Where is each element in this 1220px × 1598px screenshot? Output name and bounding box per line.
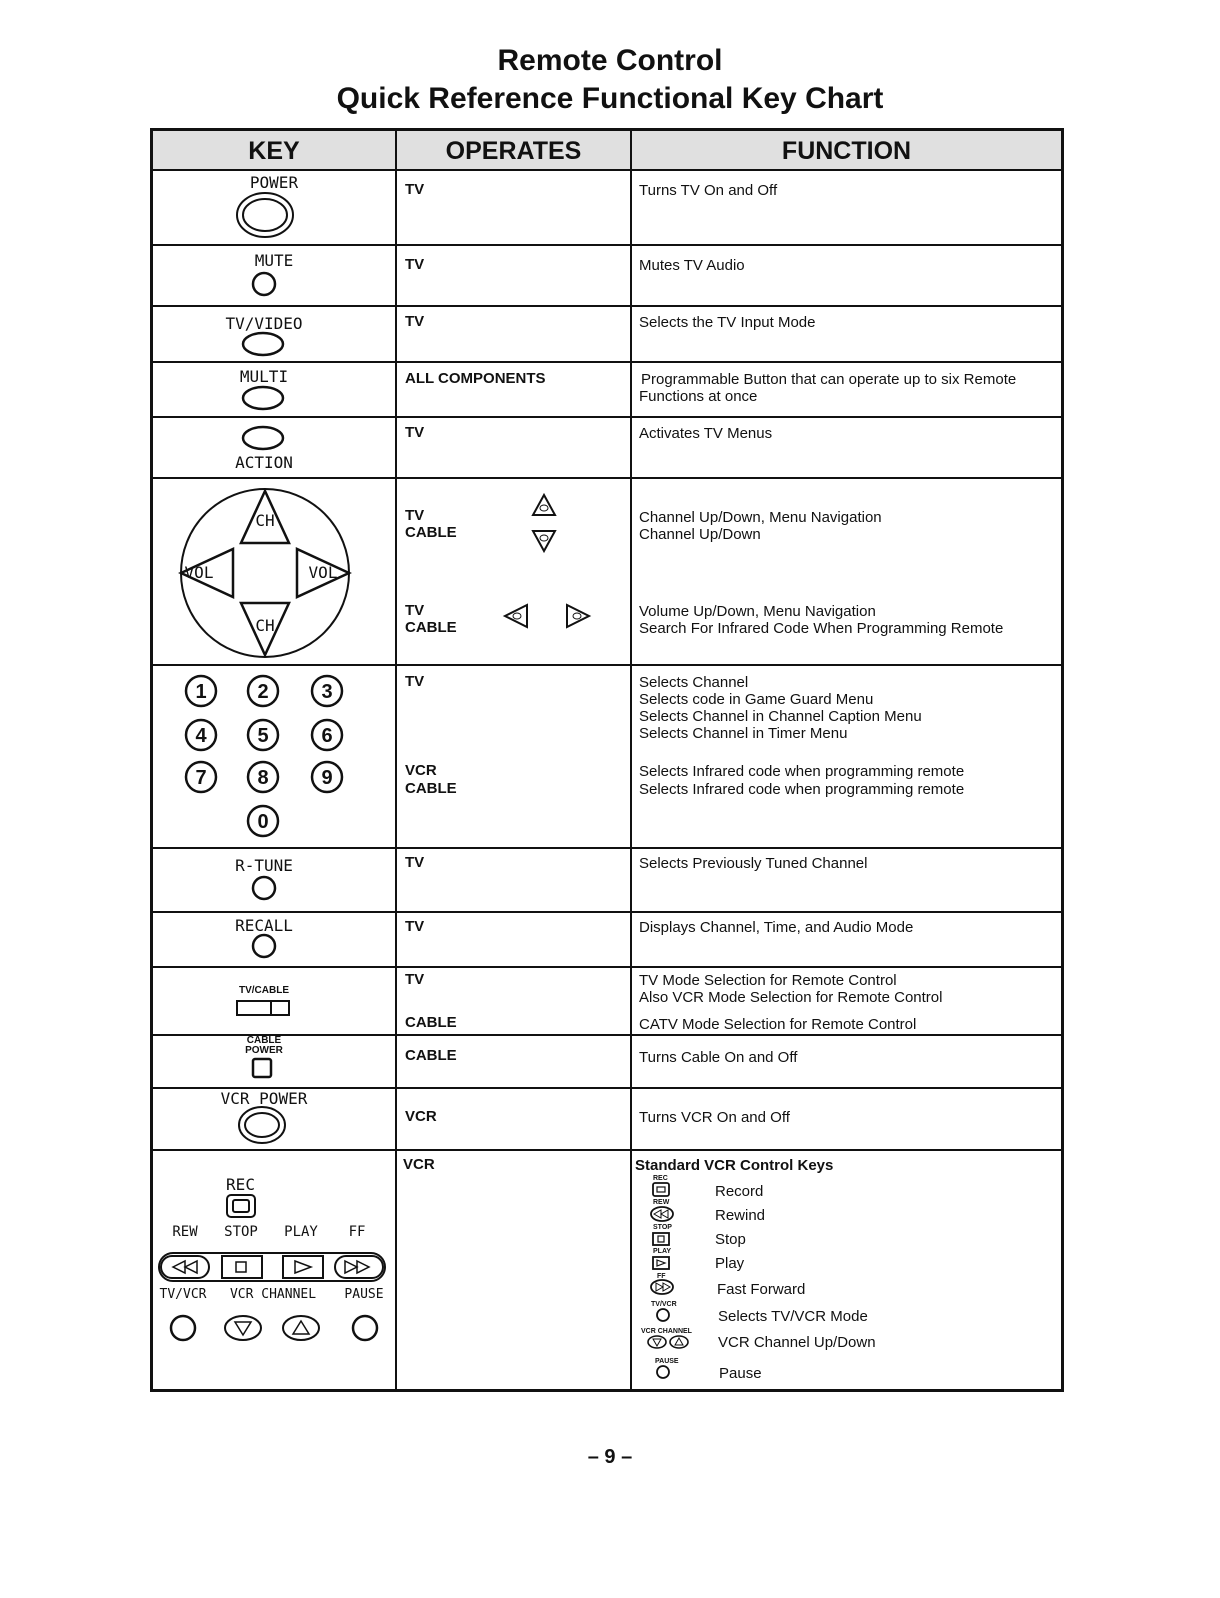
mute-operates: TV <box>405 256 425 273</box>
numbers-function-tv-3: Selects Channel in Channel Caption Menu <box>639 708 922 725</box>
header-function: FUNCTION <box>632 131 1061 169</box>
leftright-function-tv: Volume Up/Down, Menu Navigation <box>639 603 876 620</box>
rew-key-label: REW <box>172 1224 198 1240</box>
power-function: Turns TV On and Off <box>639 182 778 199</box>
numbers-operates-vcr: VCR <box>405 762 437 779</box>
tv-video-key-label: TV/VIDEO <box>225 314 303 333</box>
digit-9-label: 9 <box>321 767 333 789</box>
updown-operates-tv: TV <box>405 507 425 524</box>
page-subtitle: Quick Reference Functional Key Chart <box>336 82 884 115</box>
vcr-legend-icons <box>649 1177 709 1387</box>
page-number: – 9 – <box>587 1446 633 1468</box>
page-title: Remote Control <box>497 44 723 77</box>
digit-8-label: 8 <box>257 767 269 789</box>
recall-key-label: RECALL <box>235 916 293 935</box>
numbers-function-tv-2: Selects code in Game Guard Menu <box>639 691 874 708</box>
multi-function-line2: Functions at once <box>639 388 758 405</box>
r-tune-function: Selects Previously Tuned Channel <box>639 855 868 872</box>
r-tune-key-label: R-TUNE <box>235 856 293 875</box>
ch-up-down-small-icon <box>531 493 557 553</box>
vol-down-label: VOL <box>184 563 214 582</box>
vcr-power-operates: VCR <box>405 1108 437 1125</box>
legend-rewind: Rewind <box>715 1207 766 1224</box>
row-divider <box>153 664 1061 666</box>
row-divider <box>153 847 1061 849</box>
cable-power-function: Turns Cable On and Off <box>639 1049 798 1066</box>
multi-key-label: MULTI <box>239 367 289 386</box>
digit-0-key <box>245 803 281 839</box>
transport-buttons-icon <box>157 1251 393 1285</box>
legend-icon-label-play: PLAY <box>653 1248 672 1255</box>
r-tune-operates: TV <box>405 854 425 871</box>
row-divider <box>153 911 1061 913</box>
stop-key-label: STOP <box>224 1224 258 1240</box>
row-divider <box>153 416 1061 418</box>
tv-cable-switch-icon <box>235 999 293 1019</box>
digit-9-key <box>309 759 345 795</box>
multi-button-icon <box>241 385 291 415</box>
vol-up-label: VOL <box>308 563 338 582</box>
multi-function-line1: Programmable Button that can operate up to six Remote <box>641 371 1017 388</box>
recall-operates: TV <box>405 918 425 935</box>
header-operates: OPERATES <box>397 131 630 169</box>
legend-icon-label-vcr-channel: VCR CHANNEL <box>641 1328 692 1335</box>
tv-cable-operates-cable: CABLE <box>405 1014 457 1031</box>
tv-cable-function-1: TV Mode Selection for Remote Control <box>639 972 897 989</box>
power-key-label: POWER <box>249 173 299 192</box>
row-divider <box>153 477 1061 479</box>
tv-video-function: Selects the TV Input Mode <box>639 314 816 331</box>
digit-3-key <box>309 673 345 709</box>
cable-power-operates: CABLE <box>405 1047 457 1064</box>
digit-1-label: 1 <box>195 681 207 703</box>
row-divider <box>153 305 1061 307</box>
legend-icon-label-rew: REW <box>653 1199 670 1206</box>
legend-record: Record <box>715 1183 764 1200</box>
vcr-operates: VCR <box>403 1156 435 1173</box>
rec-key-label: REC <box>226 1175 255 1194</box>
digit-7-key <box>183 759 219 795</box>
multi-operates: ALL COMPONENTS <box>405 370 546 387</box>
cable-power-button-icon <box>251 1057 277 1083</box>
legend-icon-label-tvvcr: TV/VCR <box>651 1301 677 1308</box>
digit-4-label: 4 <box>195 725 207 747</box>
digit-5-label: 5 <box>257 725 269 747</box>
tv-video-button-icon <box>241 331 291 361</box>
vol-left-right-small-icon <box>503 603 593 629</box>
action-function: Activates TV Menus <box>639 425 773 442</box>
updown-function-cable: Channel Up/Down <box>639 526 761 543</box>
digit-3-label: 3 <box>321 681 333 703</box>
tv-video-operates: TV <box>405 313 425 330</box>
ch-up-label: CH <box>255 511 275 530</box>
row-divider <box>153 1149 1061 1151</box>
row-divider <box>153 966 1061 968</box>
header-divider <box>153 169 1061 171</box>
numbers-operates-tv: TV <box>405 673 425 690</box>
ch-down-label: CH <box>255 616 275 635</box>
cable-power-key-label-1: CABLE <box>246 1035 282 1046</box>
vcr-power-function: Turns VCR On and Off <box>639 1109 790 1126</box>
numbers-function-tv-4: Selects Channel in Timer Menu <box>639 725 848 742</box>
header-key: KEY <box>153 131 395 169</box>
updown-function-tv: Channel Up/Down, Menu Navigation <box>639 509 882 526</box>
numbers-function-vcr-2: Selects Infrared code when programming remote <box>639 781 965 798</box>
legend-icon-label-pause: PAUSE <box>655 1358 679 1365</box>
action-key-label: ACTION <box>235 453 293 472</box>
key-chart-table <box>150 128 1064 1392</box>
legend-pause: Pause <box>719 1365 762 1382</box>
leftright-operates-tv: TV <box>405 602 425 619</box>
tvvcr-channel-pause-icons <box>163 1311 393 1345</box>
mute-key-label: MUTE <box>254 251 294 270</box>
tv-cable-operates-tv: TV <box>405 971 425 988</box>
row-divider <box>153 244 1061 246</box>
recall-function: Displays Channel, Time, and Audio Mode <box>639 919 914 936</box>
legend-stop: Stop <box>715 1231 746 1248</box>
action-button-icon <box>241 425 291 455</box>
digit-0-label: 0 <box>257 811 269 833</box>
numbers-function-vcr-1: Selects Infrared code when programming remote <box>639 763 965 780</box>
ff-key-label: FF <box>348 1224 366 1240</box>
r-tune-button-icon <box>251 875 281 905</box>
digit-2-key <box>245 673 281 709</box>
digit-6-label: 6 <box>321 725 333 747</box>
recall-button-icon <box>251 933 281 963</box>
digit-7-label: 7 <box>195 767 207 789</box>
row-divider <box>153 361 1061 363</box>
column-divider <box>395 131 397 1389</box>
legend-fast-forward: Fast Forward <box>717 1281 806 1298</box>
numbers-operates-cable: CABLE <box>405 780 457 797</box>
tv-cable-key-label: TV/CABLE <box>239 985 289 996</box>
column-divider <box>630 131 632 1389</box>
digit-2-label: 2 <box>257 681 269 703</box>
leftright-operates-cable: CABLE <box>405 619 457 636</box>
updown-operates-cable: CABLE <box>405 524 457 541</box>
vcr-power-key-label: VCR POWER <box>220 1089 308 1108</box>
rec-button-icon <box>225 1193 259 1221</box>
action-operates: TV <box>405 424 425 441</box>
legend-tv-vcr: Selects TV/VCR Mode <box>718 1308 868 1325</box>
mute-function: Mutes TV Audio <box>639 257 745 274</box>
digit-8-key <box>245 759 281 795</box>
vcr-power-button-icon <box>237 1105 289 1147</box>
leftright-function-cable: Search For Infrared Code When Programming Remote <box>639 620 1004 637</box>
cable-power-key-label-2: POWER <box>245 1045 283 1056</box>
digit-1-key <box>183 673 219 709</box>
digit-4-key <box>183 717 219 753</box>
tv-cable-function-3: CATV Mode Selection for Remote Control <box>639 1016 917 1033</box>
power-operates: TV <box>405 181 425 198</box>
legend-vcr-channel: VCR Channel Up/Down <box>718 1334 876 1351</box>
vcr-channel-key-label: VCR CHANNEL <box>229 1287 317 1302</box>
vcr-legend-title: Standard VCR Control Keys <box>635 1157 834 1174</box>
legend-play: Play <box>715 1255 745 1272</box>
legend-icon-label-stop: STOP <box>653 1224 672 1231</box>
tv-vcr-key-label: TV/VCR <box>159 1287 207 1302</box>
play-key-label: PLAY <box>284 1224 318 1240</box>
digit-6-key <box>309 717 345 753</box>
numbers-function-tv-1: Selects Channel <box>639 674 749 691</box>
mute-button-icon <box>251 271 281 301</box>
legend-icon-label-rec: REC <box>653 1175 668 1182</box>
legend-icon-label-ff: FF <box>657 1273 666 1280</box>
pause-key-label: PAUSE <box>344 1287 384 1302</box>
tv-cable-function-2: Also VCR Mode Selection for Remote Control <box>639 989 943 1006</box>
power-button-icon <box>233 191 313 241</box>
digit-5-key <box>245 717 281 753</box>
